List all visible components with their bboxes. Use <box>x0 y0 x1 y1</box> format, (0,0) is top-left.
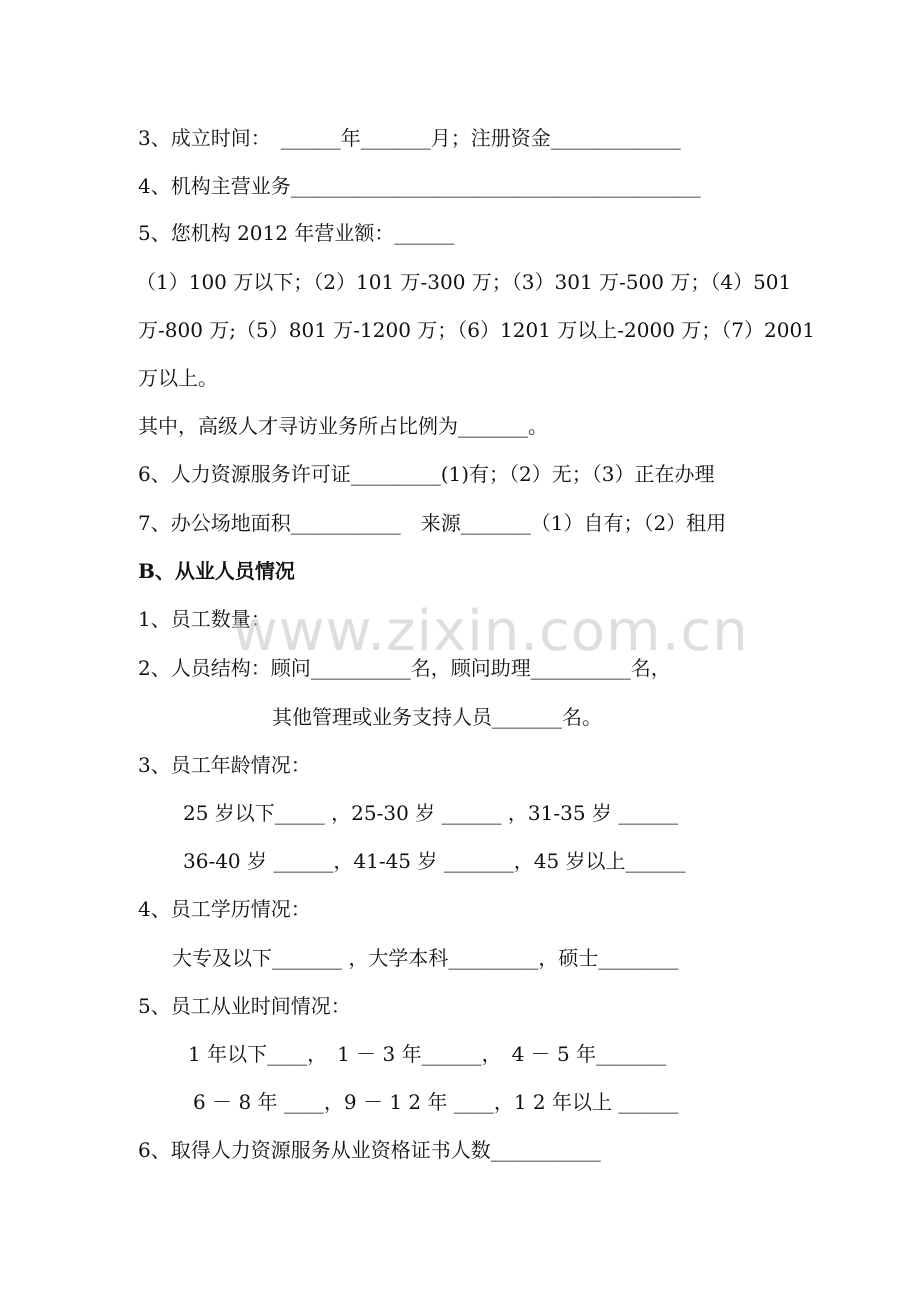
field-other-staff: 其他管理或业务支持人员_______名。 <box>272 705 602 729</box>
watermark: www.zixin.com.cn <box>232 599 749 664</box>
revenue-options-line-1: （1）100 万以下；（2）101 万-300 万；（3）301 万-500 万；（4）501 <box>136 270 792 294</box>
section-heading-staff: B、从业人员情况 <box>138 559 295 583</box>
field-education-heading: 4、员工学历情况： <box>138 897 311 921</box>
field-office-area: 7、办公场地面积___________ 来源_______（1）自有；（2）租用 <box>138 511 727 535</box>
field-staff-count: 1、员工数量： <box>138 607 271 631</box>
field-founding-date-capital: 3、成立时间： ______年_______月；注册资金_____________ <box>138 126 681 150</box>
field-staff-structure: 2、人员结构：顾问__________名，顾问助理__________名， <box>138 656 671 680</box>
age-row-2: 36-40 岁 ______，41-45 岁 _______，45 岁以上______ <box>183 849 686 873</box>
revenue-options-line-3: 万以上。 <box>138 366 218 390</box>
age-row-1: 25 岁以下_____ ，25-30 岁 ______ ，31-35 岁 ______ <box>183 801 679 825</box>
field-revenue-2012: 5、您机构 2012 年营业额：______ <box>138 221 455 245</box>
field-age-heading: 3、员工年龄情况： <box>138 753 311 777</box>
tenure-row-1: 1 年以下____， 1 － 3 年______， 4 － 5 年_______ <box>188 1042 667 1066</box>
revenue-options-line-2: 万-800 万;（5）801 万-1200 万；（6）1201 万以上-2000 万；（7）2001 <box>138 318 815 342</box>
education-row: 大专及以下_______ ，大学本科_________，硕士________ <box>172 946 679 970</box>
field-tenure-heading: 5、员工从业时间情况： <box>138 994 351 1018</box>
field-main-business: 4、机构主营业务_________________________________________ <box>138 174 701 198</box>
field-executive-search-ratio: 其中，高级人才寻访业务所占比例为_______。 <box>138 414 548 438</box>
field-hr-license: 6、人力资源服务许可证_________(1)有；（2）无；（3）正在办理 <box>138 462 715 486</box>
field-certificate-holders: 6、取得人力资源服务从业资格证书人数___________ <box>138 1138 601 1162</box>
tenure-row-2: 6 － 8 年 ____，9 － 1 2 年 ____，1 2 年以上 ______ <box>193 1090 679 1114</box>
